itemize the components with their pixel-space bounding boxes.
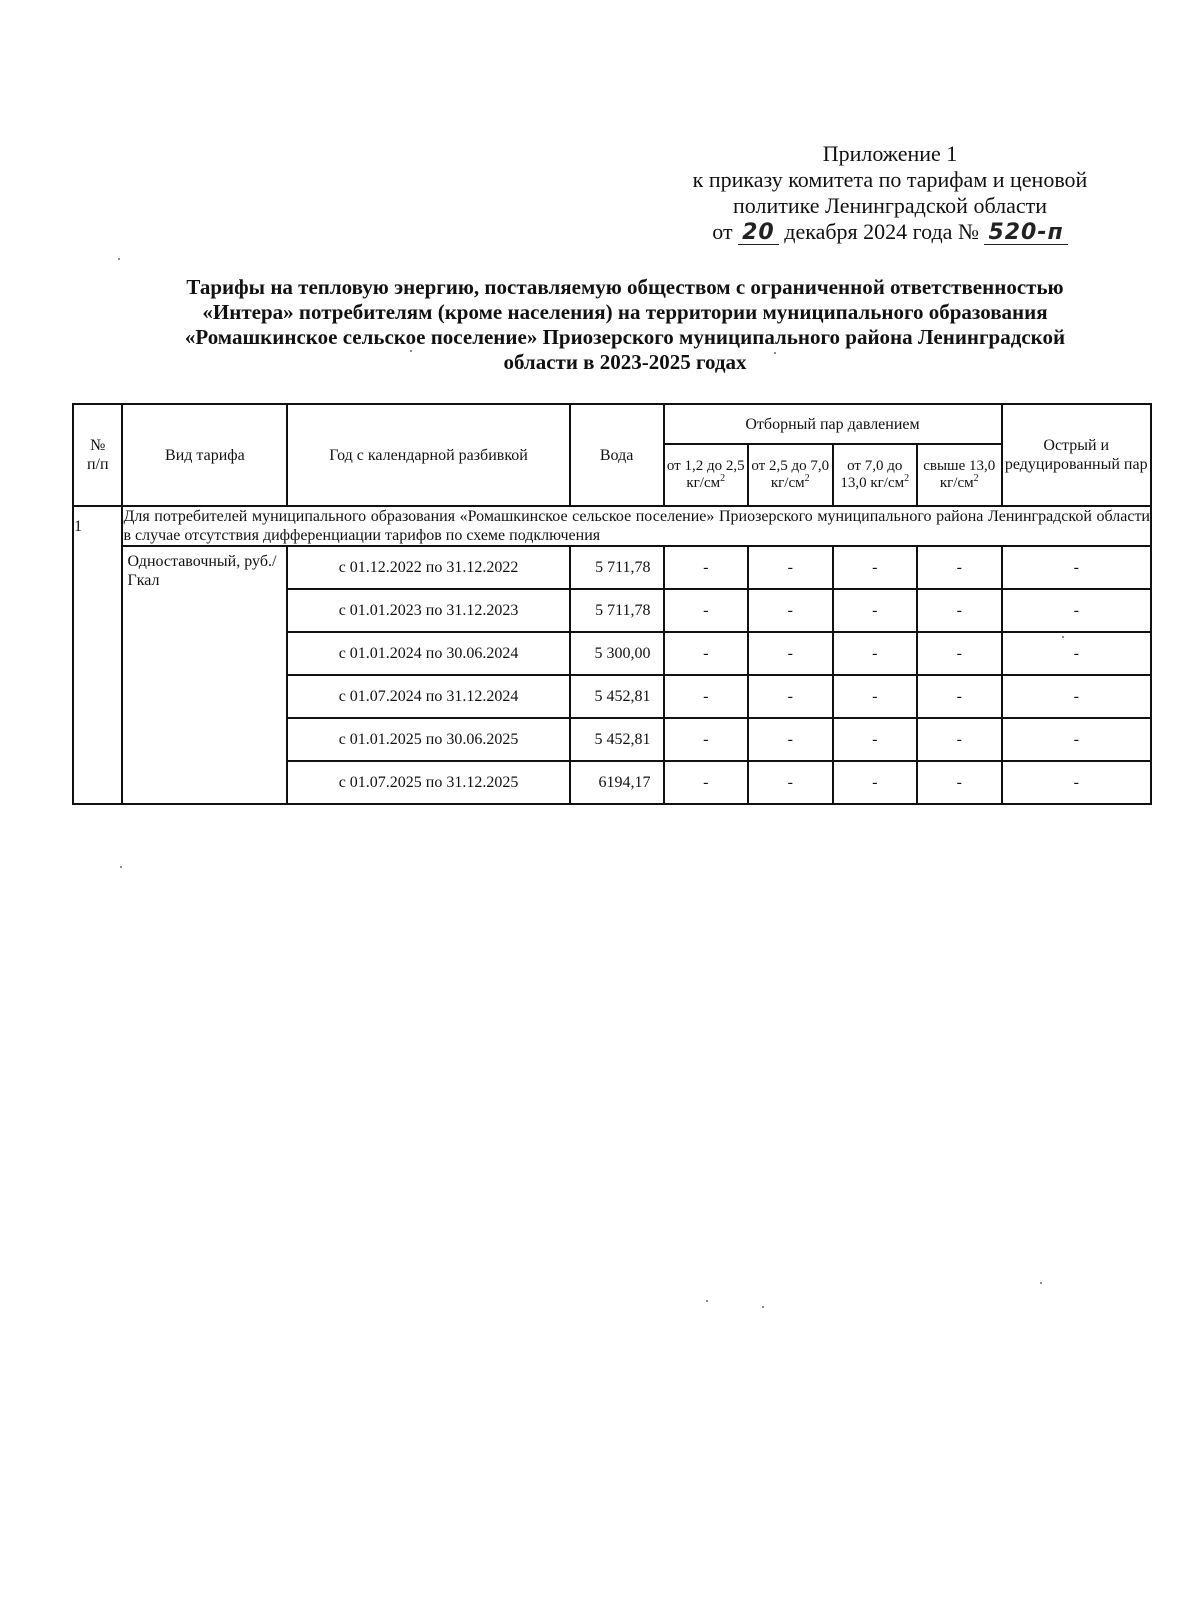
- tariff-kind-cell: Одноставочный, руб./Гкал: [122, 546, 287, 804]
- steam-tariff-cell: -: [917, 589, 1002, 632]
- steam-tariff-cell: -: [664, 675, 749, 718]
- header-period: Год с календарной разбивкой: [287, 404, 569, 506]
- steam-tariff-cell: -: [917, 546, 1002, 589]
- header-num-line-1: №: [90, 437, 106, 454]
- steam-tariff-cell: -: [833, 632, 918, 675]
- appendix-header: [640, 141, 1140, 245]
- appendix-line-2: к приказу комитета по тарифам и ценовой: [692, 167, 1088, 192]
- steam-1-label: от 1,2 до 2,5 кг/см: [666, 458, 745, 491]
- steam-tariff-cell: -: [748, 632, 833, 675]
- group-description: Для потребителей муниципального образования «Ромашкинское сельское поселение» Приозерского муниципального района Ленинградской области в случае отсутствия дифференциации тарифов по схеме подключения: [123, 508, 1150, 544]
- water-tariff-cell: 5 452,81: [570, 718, 664, 761]
- steam-tariff-cell: -: [833, 718, 918, 761]
- header-tariff-kind: Вид тарифа: [122, 404, 287, 506]
- scan-speck: [762, 1306, 764, 1308]
- period-cell: с 01.07.2025 по 31.12.2025: [287, 761, 569, 804]
- handwritten-order-number: 520-п: [984, 222, 1067, 245]
- header-num: [73, 404, 122, 506]
- header-sharp-steam: Острый и редуцированный пар: [1002, 404, 1152, 506]
- title-line-1: Тарифы на тепловую энергию, поставляемую обществом с ограниченной ответственностью: [186, 275, 1064, 299]
- steam-2-label: от 2,5 до 7,0 кг/см: [751, 458, 830, 491]
- period-cell: с 01.07.2024 по 31.12.2024: [287, 675, 569, 718]
- steam-tariff-cell: -: [833, 589, 918, 632]
- steam-tariff-cell: -: [664, 718, 749, 761]
- appendix-line-3: политике Ленинградской области: [732, 193, 1047, 218]
- steam-tariff-cell: -: [833, 546, 918, 589]
- table-body: [73, 506, 1151, 804]
- header-steam-4: [917, 444, 1002, 506]
- steam-3-label: от 7,0 до 13,0 кг/см: [840, 458, 905, 491]
- steam-tariff-cell: -: [748, 675, 833, 718]
- steam-tariff-cell: -: [664, 546, 749, 589]
- steam-tariff-cell: -: [748, 546, 833, 589]
- water-tariff-cell: 5 452,81: [570, 675, 664, 718]
- period-cell: с 01.01.2024 по 30.06.2024: [287, 632, 569, 675]
- tariff-table: [72, 403, 1152, 805]
- sharp-steam-tariff-cell: -: [1002, 546, 1152, 589]
- date-prefix: от: [712, 219, 733, 244]
- steam-4-label: свыше 13,0 кг/см: [923, 458, 996, 491]
- scan-speck: [1062, 636, 1064, 638]
- unit-exponent: 2: [720, 473, 726, 484]
- document-title: [90, 275, 1160, 375]
- sharp-steam-tariff-cell: -: [1002, 675, 1152, 718]
- table-row: [73, 546, 1151, 589]
- period-cell: с 01.01.2023 по 31.12.2023: [287, 589, 569, 632]
- steam-tariff-cell: -: [664, 589, 749, 632]
- steam-tariff-cell: -: [664, 761, 749, 804]
- period-cell: с 01.12.2022 по 31.12.2022: [287, 546, 569, 589]
- header-water: Вода: [570, 404, 664, 506]
- steam-tariff-cell: -: [748, 761, 833, 804]
- appendix-line-1: Приложение 1: [822, 141, 958, 166]
- period-cell: с 01.01.2025 по 30.06.2025: [287, 718, 569, 761]
- water-tariff-cell: 5 711,78: [570, 589, 664, 632]
- header-steam-3: [833, 444, 918, 506]
- steam-tariff-cell: -: [664, 632, 749, 675]
- group-row: [73, 506, 1151, 546]
- group-number: 1: [73, 506, 122, 804]
- header-steam-2: [748, 444, 833, 506]
- title-line-4: области в 2023-2025 годах: [503, 350, 747, 374]
- steam-tariff-cell: -: [917, 761, 1002, 804]
- appendix-date-line: [640, 219, 1140, 245]
- title-line-2: «Интера» потребителям (кроме населения) на территории муниципального образования: [202, 300, 1048, 324]
- scan-speck: [706, 1300, 708, 1302]
- date-rest: декабря 2024 года №: [784, 219, 979, 244]
- steam-tariff-cell: -: [917, 632, 1002, 675]
- sharp-steam-tariff-cell: -: [1002, 761, 1152, 804]
- header-steam-1: [664, 444, 749, 506]
- unit-exponent: 2: [804, 473, 810, 484]
- scan-speck: [1040, 1282, 1042, 1284]
- header-num-line-2: п/п: [86, 456, 109, 473]
- steam-tariff-cell: -: [833, 675, 918, 718]
- scan-speck: [120, 866, 122, 868]
- scan-speck: [118, 258, 120, 260]
- scan-speck: [410, 350, 412, 352]
- scan-speck: [774, 352, 776, 354]
- unit-exponent: 2: [904, 473, 910, 484]
- title-line-3: «Ромашкинское сельское поселение» Приозерского муниципального района Ленинградской: [184, 325, 1066, 349]
- steam-tariff-cell: -: [833, 761, 918, 804]
- steam-tariff-cell: -: [917, 718, 1002, 761]
- steam-tariff-cell: -: [748, 718, 833, 761]
- water-tariff-cell: 5 300,00: [570, 632, 664, 675]
- steam-tariff-cell: -: [748, 589, 833, 632]
- steam-tariff-cell: -: [917, 675, 1002, 718]
- sharp-steam-tariff-cell: -: [1002, 718, 1152, 761]
- water-tariff-cell: 6194,17: [570, 761, 664, 804]
- sharp-steam-tariff-cell: -: [1002, 589, 1152, 632]
- header-steam-group: Отборный пар давлением: [664, 404, 1002, 444]
- unit-exponent: 2: [973, 473, 979, 484]
- water-tariff-cell: 5 711,78: [570, 546, 664, 589]
- handwritten-day: 20: [738, 222, 779, 245]
- sharp-steam-tariff-cell: -: [1002, 632, 1152, 675]
- header-row-top: [73, 404, 1151, 444]
